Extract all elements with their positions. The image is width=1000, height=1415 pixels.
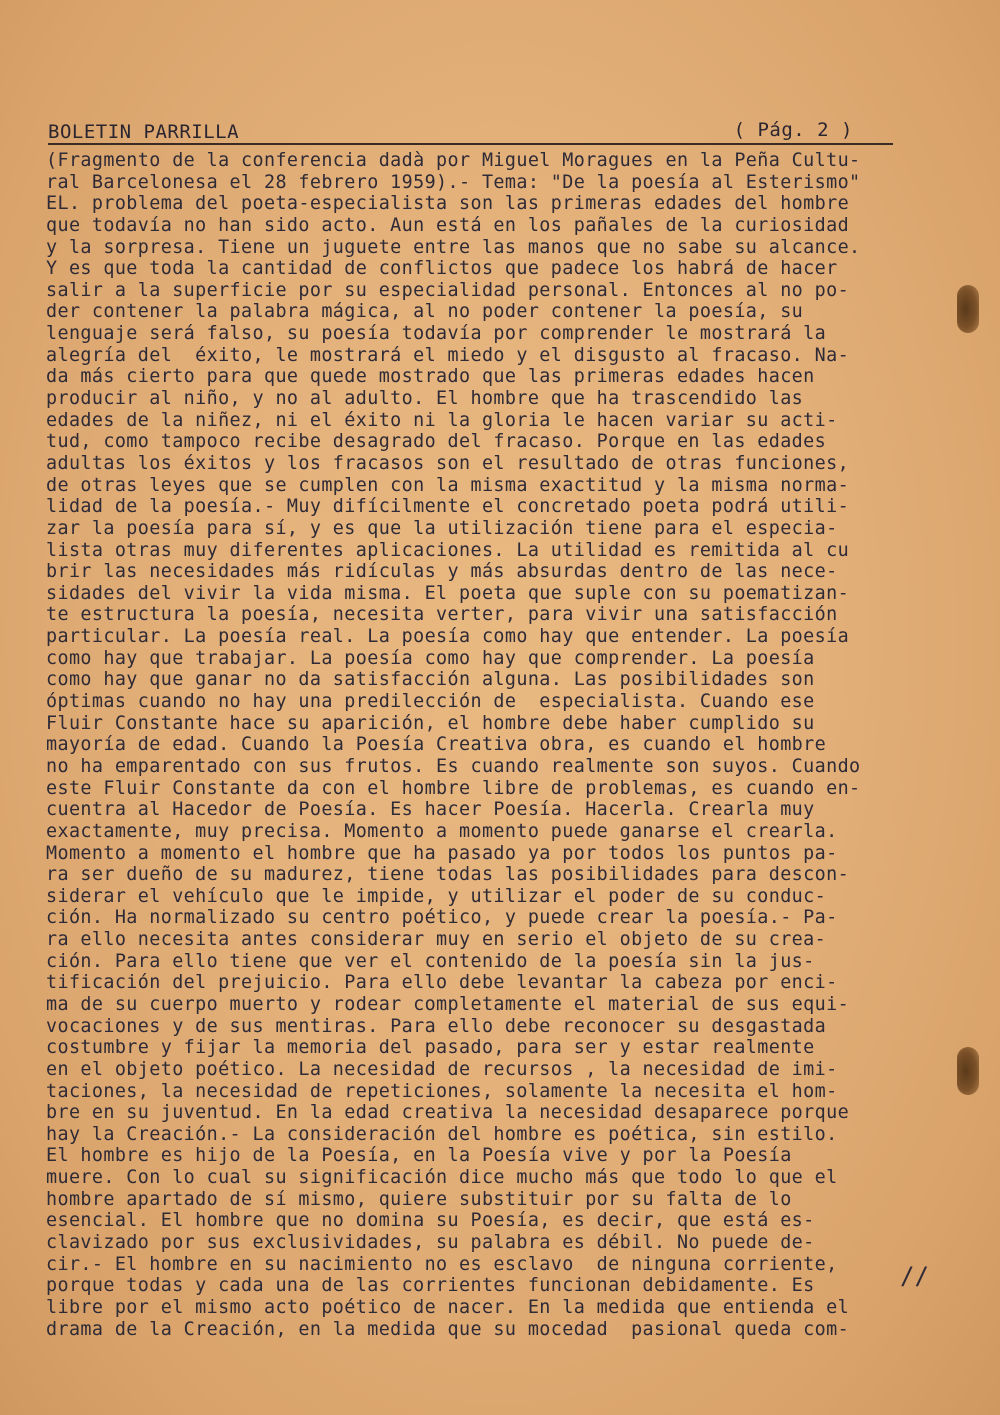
text-line: exactamente, muy precisa. Momento a momento puede ganarse el crearla. — [46, 820, 838, 842]
text-line: producir al niño, y no al adulto. El hombre que ha trascendido las — [46, 388, 804, 410]
text-line: der contener la palabra mágica, al no poder contener la poesía, su — [46, 301, 804, 323]
text-line: edades de la niñez, ni el éxito ni la gloria le hacen variar su acti- — [46, 409, 838, 431]
text-line: clavizado por sus exclusividades, su palabra es débil. No puede de- — [46, 1232, 815, 1254]
text-line: libre por el mismo acto poético de nacer. En la medida que entienda el — [46, 1296, 850, 1318]
text-line: salir a la superficie por su especialidad personal. Entonces al no po- — [46, 279, 850, 301]
text-line: adultas los éxitos y los fracasos son el resultado de otras funciones, — [46, 452, 850, 474]
text-line: ral Barcelonesa el 28 febrero 1959).- Tema: "De la poesía al Esterismo" — [46, 171, 861, 193]
text-line: zar la poesía para sí, y es que la utilización tiene para el especia- — [46, 517, 838, 539]
text-line: te estructura la poesía, necesita verter, para vivir una satisfacción — [46, 604, 838, 626]
text-line: Y es que toda la cantidad de conflictos que padece los habrá de hacer — [46, 258, 838, 280]
text-line: porque todas y cada una de las corrientes funcionan debidamente. Es — [46, 1275, 815, 1297]
text-line: óptimas cuando no hay una predilección de especialista. Cuando ese — [46, 691, 815, 713]
continuation-mark: // — [900, 1262, 929, 1290]
binder-hole-top — [957, 285, 979, 333]
text-line: drama de la Creación, en la medida que su mocedad pasional queda com- — [46, 1318, 850, 1340]
text-line: siderar el vehículo que le impide, y utilizar el poder de su conduc- — [46, 885, 827, 907]
text-line: El hombre es hijo de la Poesía, en la Poesía vive y por la Poesía — [46, 1145, 792, 1167]
text-line: (Fragmento de la conferencia dadà por Miguel Moragues en la Peña Cultu- — [46, 150, 861, 171]
text-line: Momento a momento el hombre que ha pasado ya por todos los puntos pa- — [46, 842, 838, 864]
body-text — [46, 150, 946, 1340]
text-line: EL. problema del poeta-especialista son las primeras edades del hombre — [46, 193, 850, 215]
text-line: cir.- El hombre en su nacimiento no es esclavo de ninguna corriente, — [46, 1253, 838, 1275]
text-line: vocaciones y de sus mentiras. Para ello debe reconocer su desgastada — [46, 1015, 827, 1037]
text-line: cuentra al Hacedor de Poesía. Es hacer Poesía. Hacerla. Crearla muy — [46, 799, 815, 821]
text-line: lenguaje será falso, su poesía todavía por comprender le mostrará la — [46, 323, 827, 345]
text-line: lidad de la poesía.- Muy difícilmente el concretado poeta podrá utili- — [46, 496, 850, 518]
text-line: ción. Para ello tiene que ver el contenido de la poesía sin la jus- — [46, 950, 815, 972]
text-line: mayoría de edad. Cuando la Poesía Creativa obra, es cuando el hombre — [46, 734, 827, 756]
text-line: ción. Ha normalizado su centro poético, y puede crear la poesía.- Pa- — [46, 907, 838, 929]
text-line: de otras leyes que se cumplen con la misma exactitud y la misma norma- — [46, 474, 850, 496]
bulletin-title: BOLETIN PARRILLA — [48, 121, 240, 143]
text-line: lista otras muy diferentes aplicaciones. La utilidad es remitida al cu — [46, 539, 850, 561]
text-line: tud, como tampoco recibe desagrado del fracaso. Porque en las edades — [46, 431, 827, 453]
text-line: Fluir Constante hace su aparición, el hombre debe haber cumplido su — [46, 712, 815, 734]
text-line: taciones, la necesidad de repeticiones, solamente la necesita el hom- — [46, 1080, 838, 1102]
text-line: y la sorpresa. Tiene un juguete entre las manos que no sabe su alcance. — [46, 236, 861, 258]
text-line: como hay que ganar no da satisfacción alguna. Las posibilidades son — [46, 669, 815, 691]
text-line: muere. Con lo cual su significación dice mucho más que todo lo que el — [46, 1167, 838, 1189]
text-line: brir las necesidades más ridículas y más absurdas dentro de las nece- — [46, 561, 838, 583]
text-line: hay la Creación.- La consideración del hombre es poética, sin estilo. — [46, 1123, 838, 1145]
text-line: alegría del éxito, le mostrará el miedo y el disgusto al fracaso. Na- — [46, 344, 850, 366]
text-line: como hay que trabajar. La poesía como hay que comprender. La poesía — [46, 647, 815, 669]
text-line: bre en su juventud. En la edad creativa la necesidad desaparece porque — [46, 1102, 850, 1124]
text-line: no ha emparentado con sus frutos. Es cuando realmente son suyos. Cuando — [46, 755, 861, 777]
page-header — [48, 117, 893, 145]
text-line: da más cierto para que quede mostrado que las primeras edades hacen — [46, 366, 815, 388]
text-line: tificación del prejuicio. Para ello debe levantar la cabeza por enci- — [46, 972, 838, 994]
text-line: que todavía no han sido acto. Aun está en los pañales de la curiosidad — [46, 214, 850, 236]
text-line: esencial. El hombre que no domina su Poesía, es decir, que está es- — [46, 1210, 815, 1232]
text-line: sidades del vivir la vida misma. El poeta que suple con su poematizan- — [46, 582, 850, 604]
text-line: ma de su cuerpo muerto y rodear completamente el material de sus equi- — [46, 993, 850, 1015]
text-line: costumbre y fijar la memoria del pasado, para ser y estar realmente — [46, 1037, 815, 1059]
text-line: particular. La poesía real. La poesía como hay que entender. La poesía — [46, 626, 850, 648]
binder-hole-bottom — [957, 1047, 979, 1095]
text-line: hombre apartado de sí mismo, quiere substituir por su falta de lo — [46, 1188, 792, 1210]
text-line: en el objeto poético. La necesidad de recursos , la necesidad de imi- — [46, 1058, 838, 1080]
text-line: ra ello necesita antes considerar muy en serio el objeto de su crea- — [46, 929, 827, 951]
text-line: este Fluir Constante da con el hombre libre de problemas, es cuando en- — [46, 777, 861, 799]
text-line: ra ser dueño de su madurez, tiene todas las posibilidades para descon- — [46, 864, 850, 886]
page-number: ( Pág. 2 ) — [733, 119, 853, 141]
